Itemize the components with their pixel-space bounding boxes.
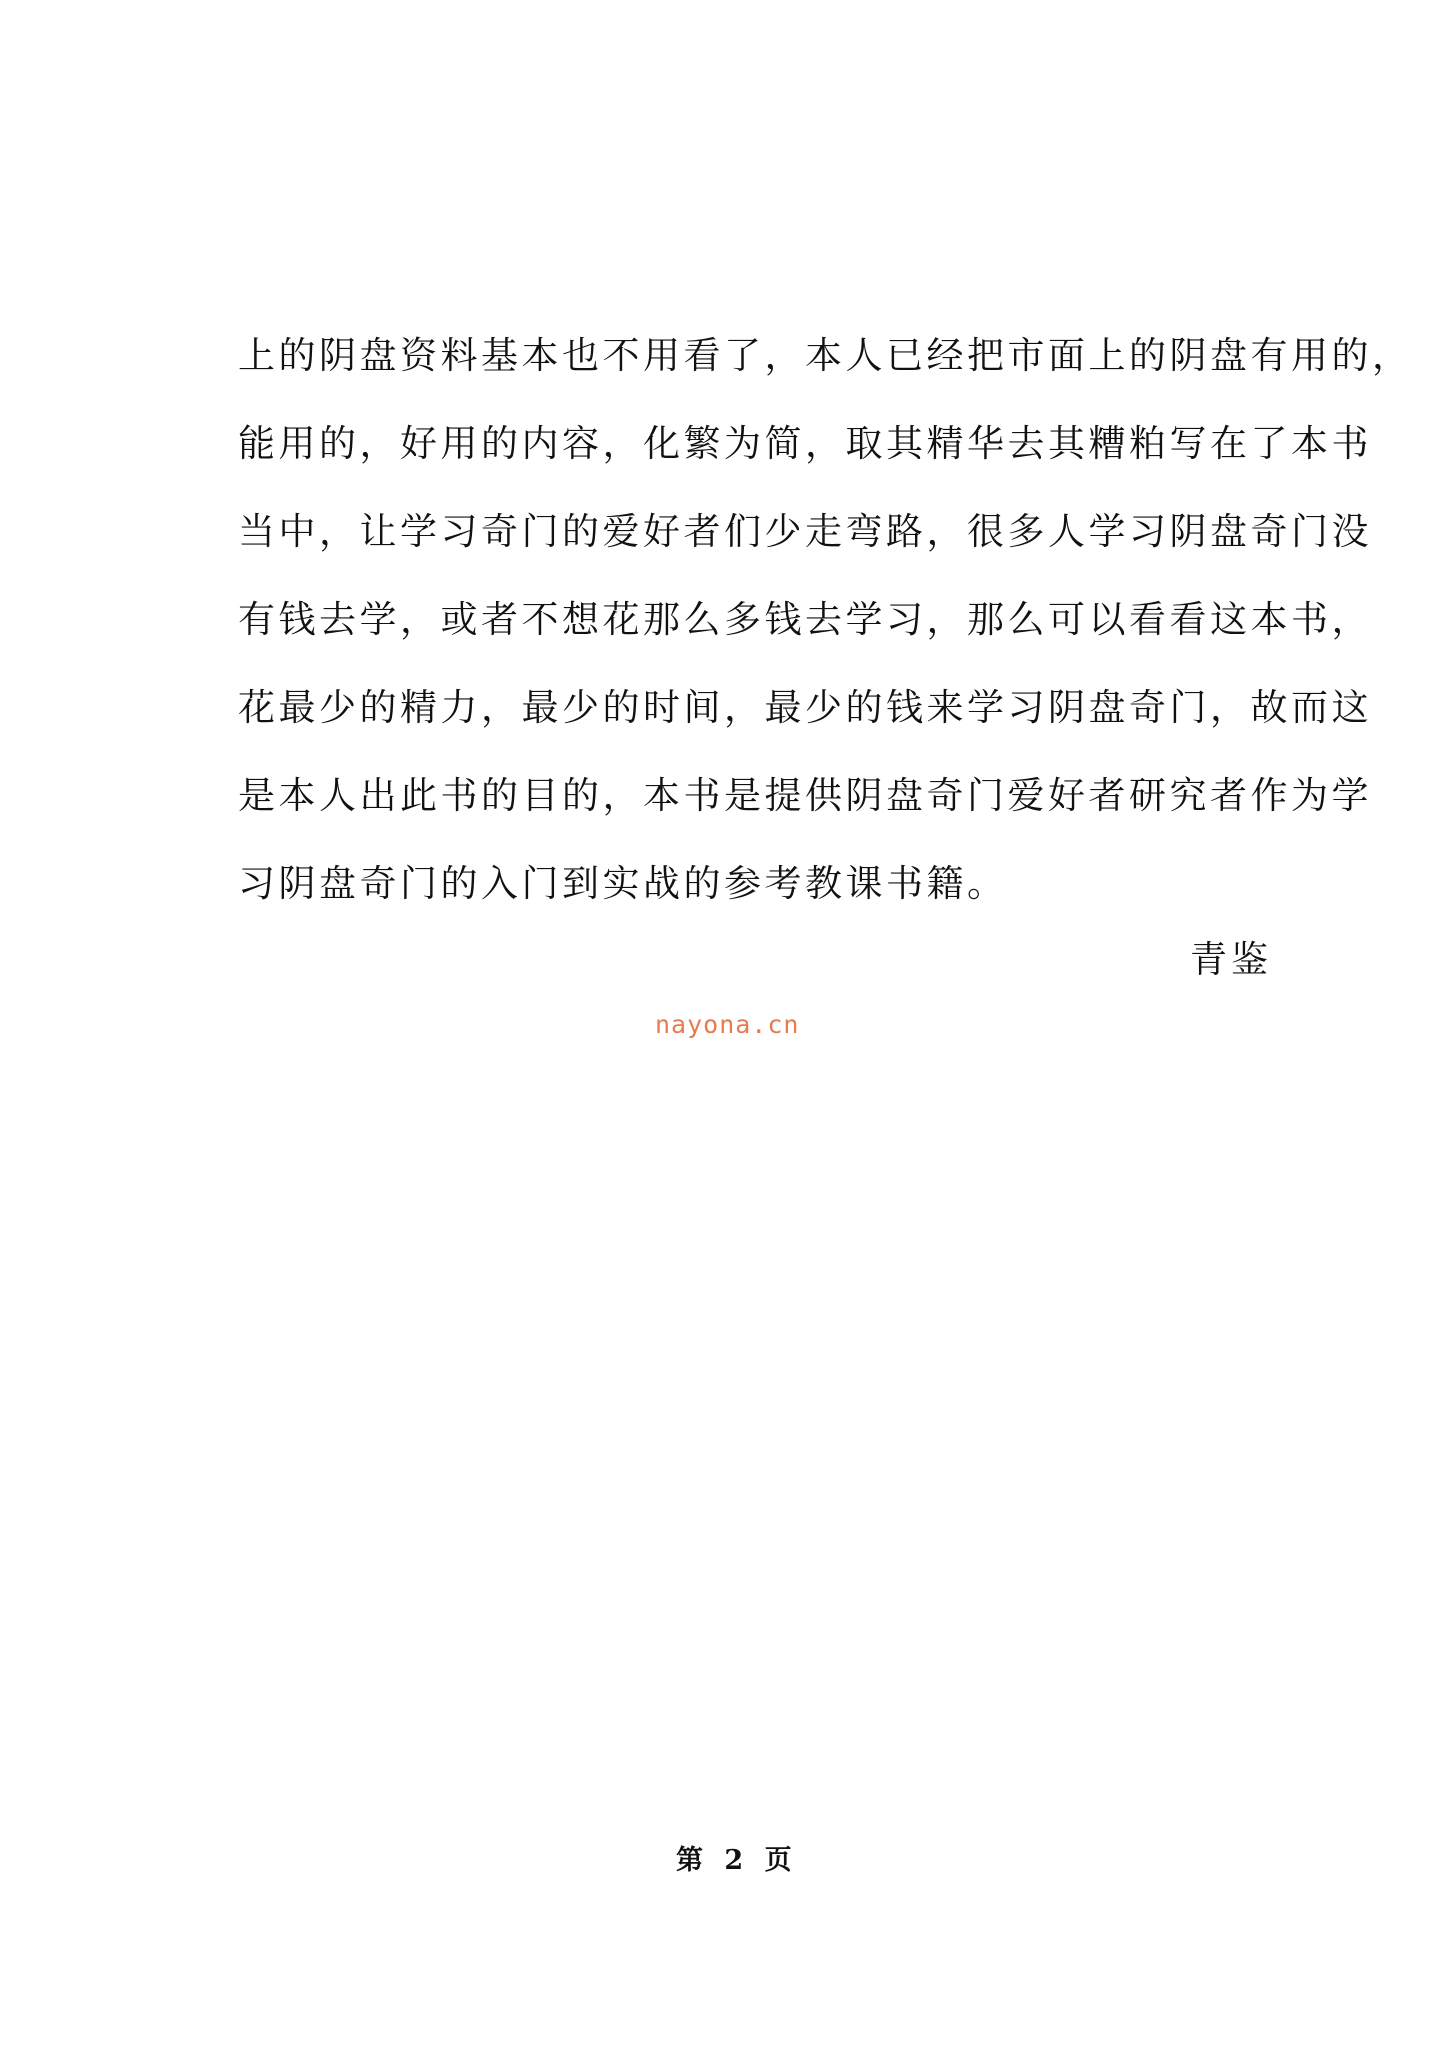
page-number: 第 2 页 — [676, 1845, 798, 1876]
paragraph-line: 是本人出此书的目的，本书是提供阴盘奇门爱好者研究者作为学 — [238, 774, 1372, 817]
author-signature: 青鉴 — [1190, 938, 1272, 981]
watermark-text: nayona.cn — [655, 1010, 800, 1039]
paragraph-line: 能用的，好用的内容，化繁为简，取其精华去其糟粕写在了本书 — [238, 422, 1372, 465]
body-paragraph — [238, 312, 1413, 928]
paragraph-line: 有钱去学，或者不想花那么多钱去学习，那么可以看看这本书， — [238, 598, 1372, 641]
paragraph-line: 上的阴盘资料基本也不用看了，本人已经把市面上的阴盘有用的， — [238, 334, 1413, 377]
paragraph-line: 花最少的精力，最少的时间，最少的钱来学习阴盘奇门，故而这 — [238, 686, 1372, 729]
paragraph-line: 习阴盘奇门的入门到实战的参考教课书籍。 — [238, 862, 1008, 905]
paragraph-line: 当中，让学习奇门的爱好者们少走弯路，很多人学习阴盘奇门没 — [238, 510, 1372, 553]
